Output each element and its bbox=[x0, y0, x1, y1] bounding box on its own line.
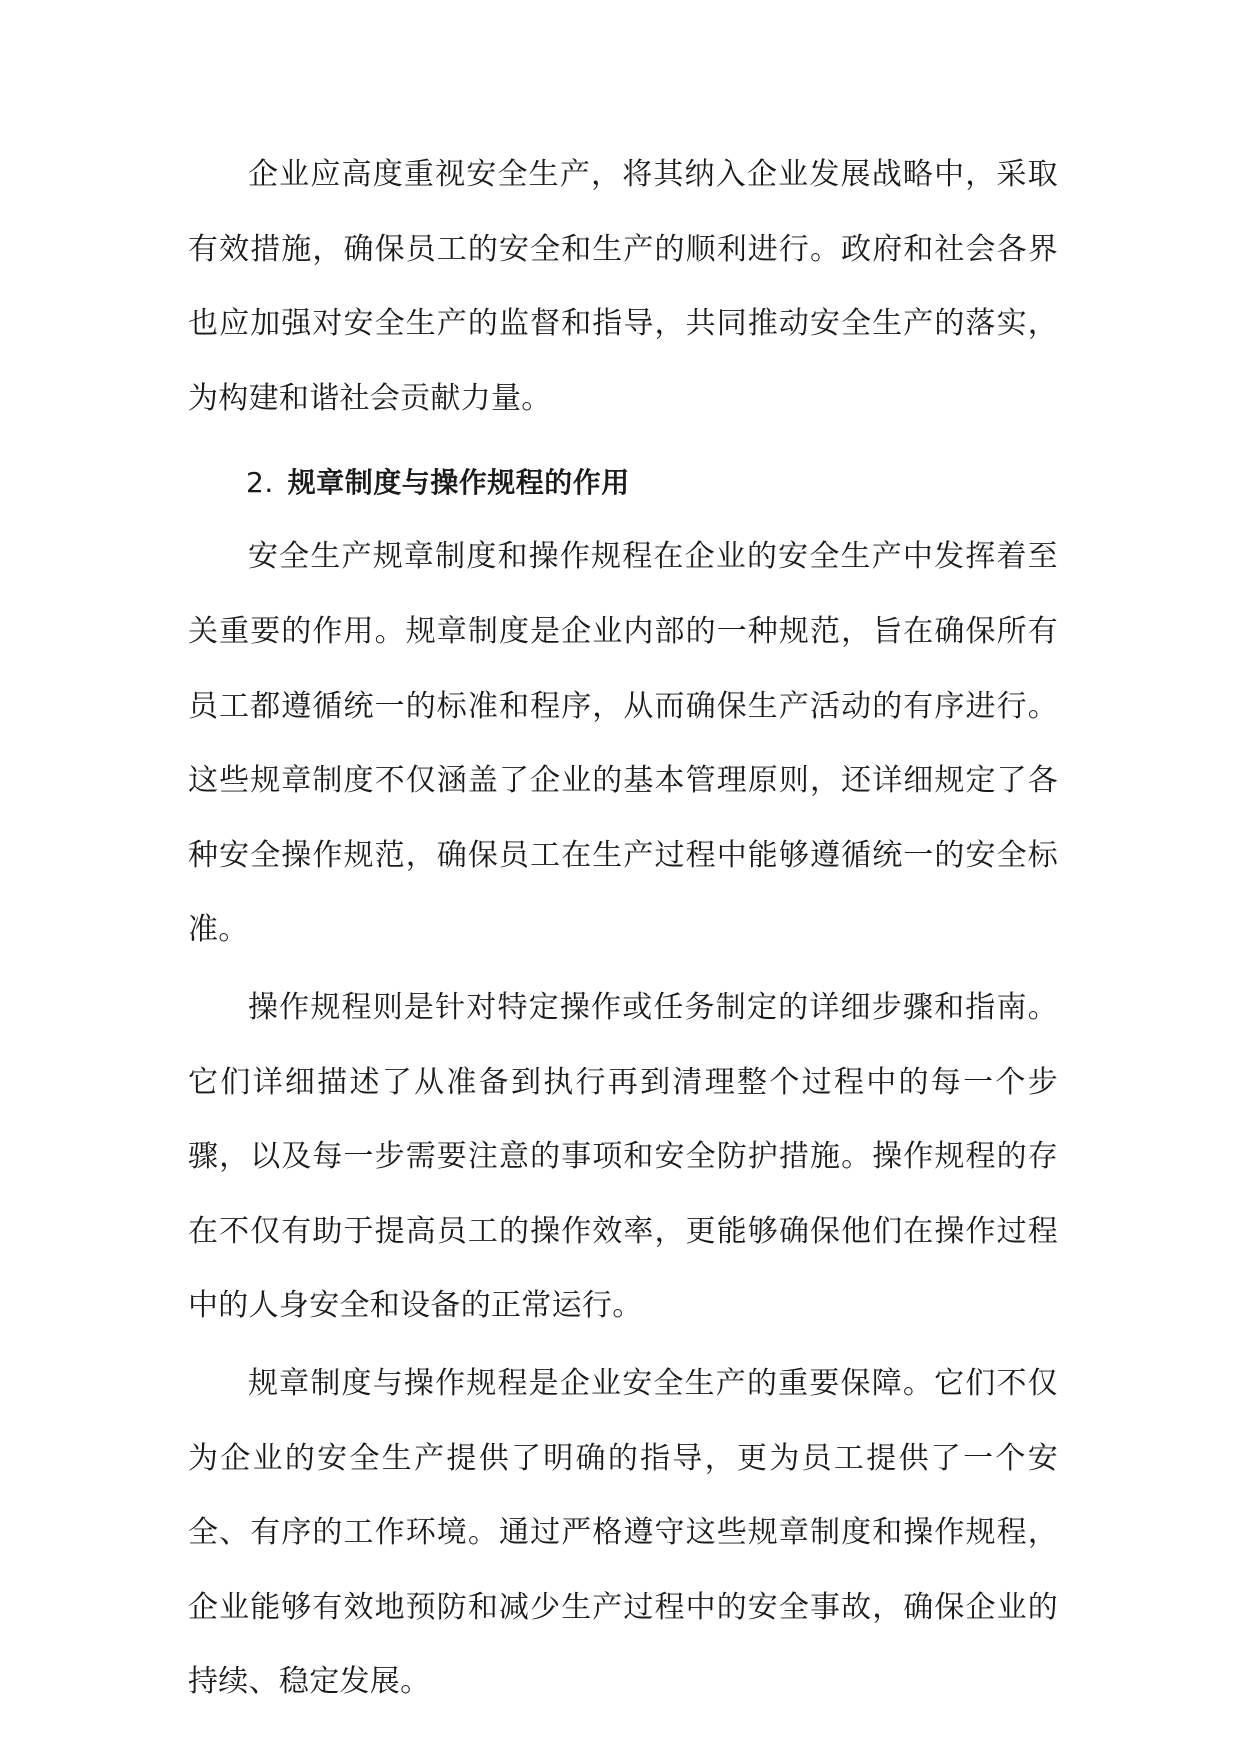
body-paragraph: 规章制度与操作规程是企业安全生产的重要保障。它们不仅为企业的安全生产提供了明确的指导，更为员工提供了一个安全、有序的工作环境。通过严格遵守这些规章制度和操作规程，企业能够有效地预防和减少生产过程中的安全事故，确保企业的持续、稳定发展。 bbox=[188, 1365, 1058, 1700]
section-title: 规章制度与操作规程的作用 bbox=[287, 466, 630, 500]
spacer bbox=[188, 436, 1058, 446]
section-heading bbox=[188, 446, 1058, 520]
body-paragraph: 安全生产规章制度和操作规程在企业的安全生产中发挥着至关重要的作用。规章制度是企业内部的一种规范，旨在确保所有员工都遵循统一的标准和程序，从而确保生产活动的有序进行。这些规章制度不仅涵盖了企业的基本管理原则，还详细规定了各种安全操作规范，确保员工在生产过程中能够遵循统一的安全标准。 bbox=[188, 539, 1058, 948]
document-page bbox=[188, 138, 1058, 1720]
body-paragraph: 企业应高度重视安全生产，将其纳入企业发展战略中，采取有效措施，确保员工的安全和生产的顺利进行。政府和社会各界也应加强对安全生产的监督和指导，共同推动安全生产的落实，为构建和谐社会贡献力量。 bbox=[188, 157, 1058, 416]
body-paragraph: 操作规程则是针对特定操作或任务制定的详细步骤和指南。它们详细描述了从准备到执行再到清理整个过程中的每一个步骤，以及每一步需要注意的事项和安全防护措施。操作规程的存在不仅有助于提高员工的操作效率，更能够确保他们在操作过程中的人身安全和设备的正常运行。 bbox=[188, 989, 1058, 1324]
section-number: 2. bbox=[246, 466, 274, 500]
